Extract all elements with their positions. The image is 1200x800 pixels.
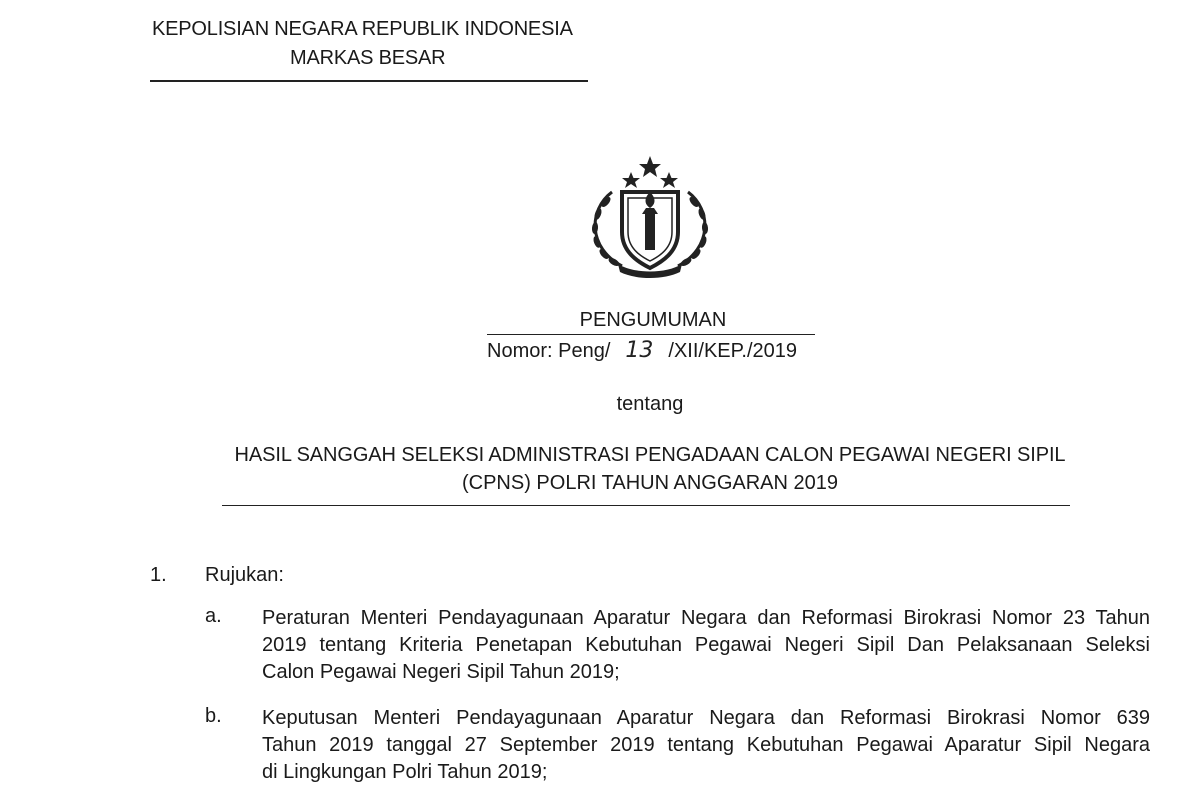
section-number: 1. <box>150 564 167 586</box>
letterhead-divider <box>150 80 588 82</box>
list-item-line: Peraturan Menteri Pendayagunaan Aparatur Negara dan Reformasi Birokrasi Nomor 23 Tahun <box>262 607 1150 629</box>
org-name: KEPOLISIAN NEGARA REPUBLIK INDONESIA <box>152 18 573 40</box>
section-heading: Rujukan: <box>205 564 284 586</box>
number-prefix: Nomor: Peng/ <box>487 340 611 362</box>
handwritten-number: 13 <box>625 338 654 363</box>
subject-line-1: HASIL SANGGAH SELEKSI ADMINISTRASI PENGADAAN CALON PEGAWAI NEGERI SIPIL <box>234 444 1066 466</box>
subject-divider <box>222 505 1070 506</box>
announcement-number <box>487 338 797 363</box>
announcement-title: PENGUMUMAN <box>579 309 727 331</box>
subject-line-2: (CPNS) POLRI TAHUN ANGGARAN 2019 <box>461 472 839 494</box>
list-item-line: di Lingkungan Polri Tahun 2019; <box>262 761 548 783</box>
about-label: tentang <box>616 393 684 415</box>
list-item-line: Calon Pegawai Negeri Sipil Tahun 2019; <box>262 661 620 683</box>
list-item-line: 2019 tentang Kriteria Penetapan Kebutuhan Pegawai Negeri Sipil Dan Pelaksanaan Seleksi <box>262 634 1150 656</box>
title-underline <box>487 334 815 335</box>
list-item-marker: a. <box>205 605 222 627</box>
number-suffix: /XII/KEP./2019 <box>668 340 798 362</box>
list-item-line: Tahun 2019 tanggal 27 September 2019 tentang Kebutuhan Pegawai Aparatur Sipil Negara <box>262 734 1150 756</box>
org-unit: MARKAS BESAR <box>290 47 446 69</box>
list-item-a <box>262 605 1150 686</box>
list-item-line: Keputusan Menteri Pendayagunaan Aparatur Negara dan Reformasi Birokrasi Nomor 639 <box>262 707 1150 729</box>
list-item-b <box>262 705 1150 786</box>
polri-emblem-icon <box>582 152 718 280</box>
list-item-marker: b. <box>205 705 222 727</box>
